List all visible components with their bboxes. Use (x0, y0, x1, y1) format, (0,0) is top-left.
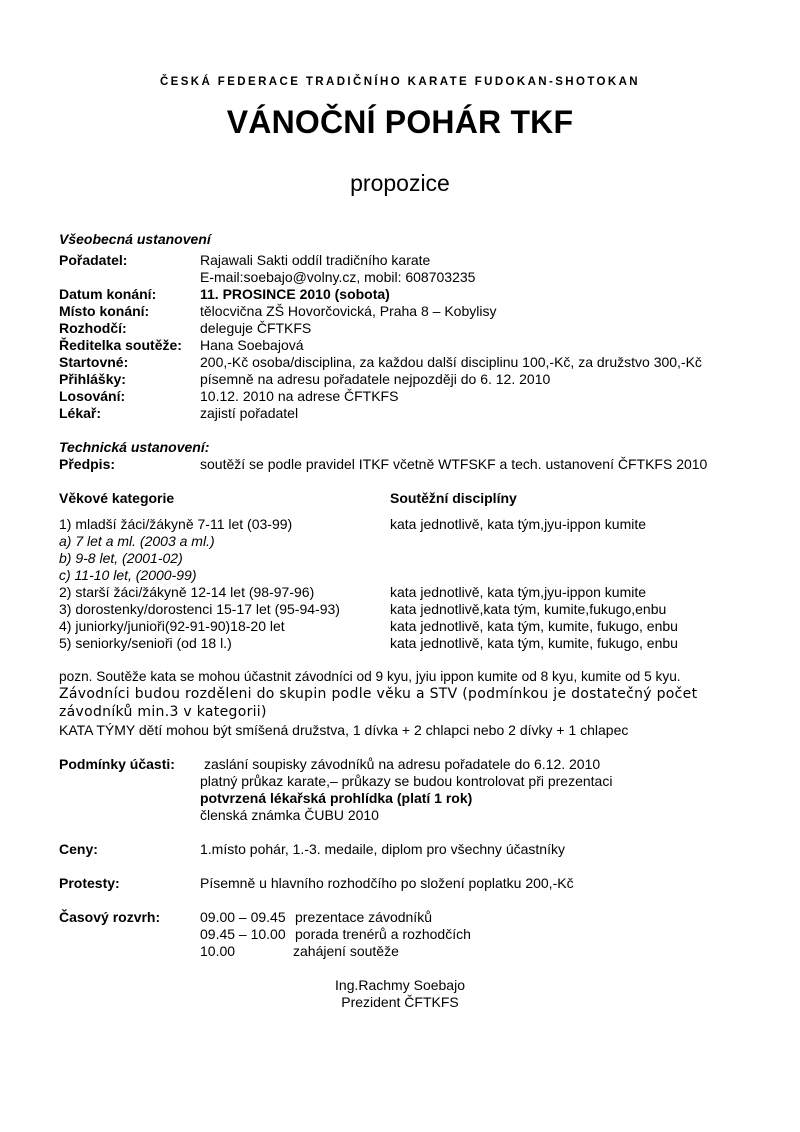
schedule-time: 09.45 – 10.00 (200, 926, 286, 942)
document-title: VÁNOČNÍ POHÁR TKF (226, 104, 574, 140)
note-line-4: KATA TÝMY dětí mohou být smíšená družstva, 1 dívka + 2 chlapci nebo 2 dívky + 1 chlapec (59, 722, 629, 738)
director-label: Ředitelka soutěže: (59, 337, 182, 353)
place-label: Místo konání: (59, 303, 150, 319)
category-age: c) 11-10 let, (2000-99) (59, 567, 197, 583)
category-age: 3) dorostenky/dorostenci 15-17 let (95-94-93) (59, 601, 340, 617)
age-categories-heading: Věkové kategorie (59, 490, 175, 506)
referee-label: Rozhodčí: (59, 320, 127, 336)
category-discipline: kata jednotlivě, kata tým,jyu-ippon kumite (390, 584, 647, 600)
category-age: a) 7 let a ml. (2003 a ml.) (59, 533, 215, 549)
prizes-value: 1.místo pohár, 1.-3. medaile, diplom pro všechny účastníky (200, 841, 565, 857)
schedule-label: Časový rozvrh: (59, 909, 161, 925)
organizer-contact: E-mail:soebajo@volny.cz, mobil: 608703235 (200, 269, 476, 285)
prizes-label: Ceny: (59, 841, 98, 857)
entries-label: Přihlášky: (59, 371, 126, 387)
schedule-event: zahájení soutěže (293, 943, 399, 959)
conditions-line-2: platný průkaz karate,– průkazy se budou kontrolovat při prezentaci (200, 773, 613, 789)
conditions-label: Podmínky účasti: (59, 756, 175, 772)
entries-value: písemně na adresu pořadatele nejpozději do 6. 12. 2010 (200, 371, 551, 387)
category-age: 5) seniorky/senioři (od 18 l.) (59, 635, 232, 651)
disciplines-heading: Soutěžní disciplíny (390, 490, 517, 506)
doctor-value: zajistí pořadatel (200, 405, 299, 421)
category-discipline: kata jednotlivě, kata tým, kumite, fukugo, enbu (390, 635, 678, 651)
organizer-value: Rajawali Sakti oddíl tradičního karate (200, 252, 431, 268)
schedule-event: porada trenérů a rozhodčích (295, 926, 471, 942)
protests-value: Písemně u hlavního rozhodčího po složení poplatku 200,-Kč (200, 875, 574, 891)
document-subtitle: propozice (350, 170, 450, 196)
fee-value: 200,-Kč osoba/disciplina, za každou další disciplinu 100,-Kč, za družstvo 300,-Kč (200, 354, 702, 370)
technical-heading: Technická ustanovení: (59, 439, 210, 455)
schedule-time: 10.00 (200, 943, 236, 959)
doctor-label: Lékař: (59, 405, 102, 421)
date-label: Datum konání: (59, 286, 157, 302)
fee-label: Startovné: (59, 354, 129, 370)
draw-value: 10.12. 2010 na adrese ČFTKFS (200, 388, 399, 404)
place-value: tělocvična ZŠ Hovorčovická, Praha 8 – Kobylisy (200, 303, 497, 319)
federation-name: ČESKÁ FEDERACE TRADIČNÍHO KARATE FUDOKAN-SHOTOKAN (159, 76, 641, 88)
category-discipline: kata jednotlivě,kata tým, kumite,fukugo,enbu (390, 601, 667, 617)
director-value: Hana Soebajová (200, 337, 304, 353)
signature-name: Ing.Rachmy Soebajo (335, 977, 465, 993)
protests-label: Protesty: (59, 875, 120, 891)
referee-value: deleguje ČFTKFS (200, 320, 312, 336)
conditions-line-4: členská známka ČUBU 2010 (200, 807, 379, 823)
category-age: b) 9-8 let, (2001-02) (59, 550, 183, 566)
conditions-line-3: potvrzená lékařská prohlídka (platí 1 rok) (200, 790, 473, 806)
conditions-line-1: zaslání soupisky závodníků na adresu pořadatele do 6.12. 2010 (204, 756, 601, 772)
category-discipline: kata jednotlivě, kata tým,jyu-ippon kumite (390, 516, 647, 532)
category-age: 2) starší žáci/žákyně 12-14 let (98-97-96) (59, 584, 315, 600)
category-age: 4) juniorky/junioři(92-91-90)18-20 let (59, 618, 285, 634)
note-line-3: závodníků min.3 v kategorii) (59, 704, 267, 720)
category-age: 1) mladší žáci/žákyně 7-11 let (03-99) (59, 516, 293, 532)
note-line-2: Závodníci budou rozděleni do skupin podle věku a STV (podmínkou je dostatečný počet (59, 686, 698, 702)
schedule-time: 09.00 – 09.45 (200, 909, 286, 925)
general-heading: Všeobecná ustanovení (59, 231, 211, 247)
draw-label: Losování: (59, 388, 126, 404)
rules-value: soutěží se podle pravidel ITKF včetně WTFSKF a tech. ustanovení ČFTKFS 2010 (200, 456, 708, 472)
organizer-label: Pořadatel: (59, 252, 128, 268)
rules-label: Předpis: (59, 456, 116, 472)
signature-role: Prezident ČFTKFS (341, 994, 459, 1010)
schedule-event: prezentace závodníků (295, 909, 432, 925)
category-discipline: kata jednotlivě, kata tým, kumite, fukugo, enbu (390, 618, 678, 634)
note-line-1: pozn. Soutěže kata se mohou účastnit závodníci od 9 kyu, jyiu ippon kumite od 8 kyu, kumite od 5 kyu. (59, 669, 681, 684)
date-value: 11. PROSINCE 2010 (sobota) (200, 286, 390, 302)
